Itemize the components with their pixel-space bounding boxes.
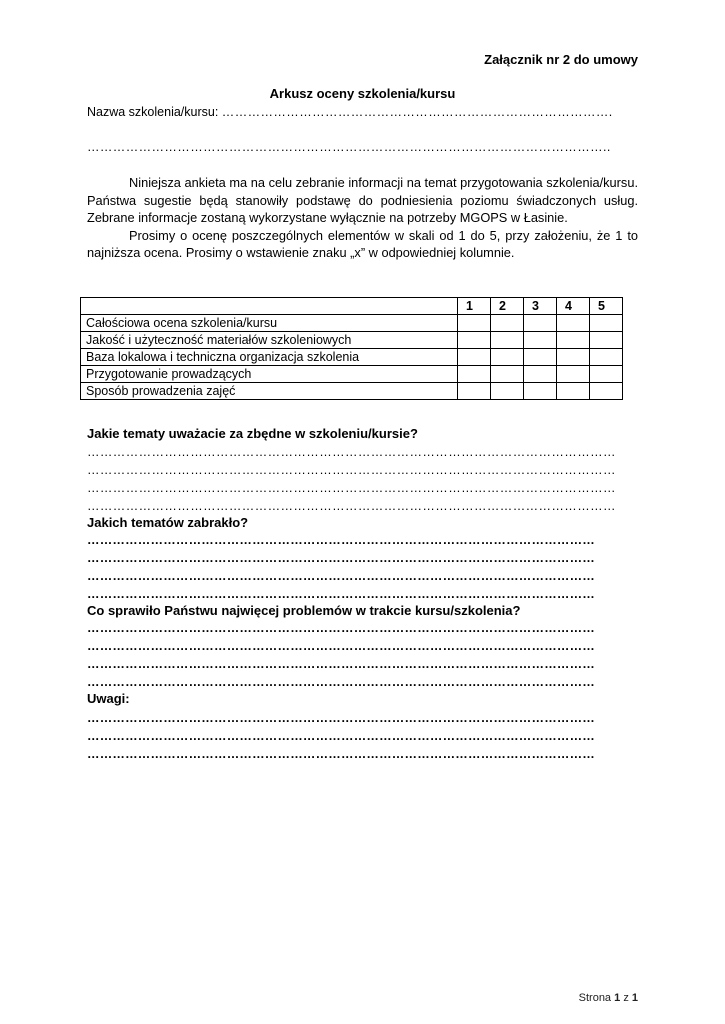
page-label: Strona — [578, 992, 612, 1004]
annex-label: Załącznik nr 2 do umowy — [484, 52, 638, 67]
rating-cell[interactable] — [590, 349, 623, 366]
rating-cell[interactable] — [524, 332, 557, 349]
page-title: Arkusz oceny szkolenia/kursu — [269, 86, 456, 101]
answer-line[interactable]: ………………………………………………………………………………………………………… — [87, 551, 595, 565]
answer-line[interactable]: …………………………………………………………………………………………………………… — [87, 463, 616, 477]
rating-cell[interactable] — [590, 366, 623, 383]
rating-cell[interactable] — [557, 383, 590, 400]
scale-header-2: 2 — [491, 298, 524, 315]
page-of: z — [623, 992, 629, 1004]
criterion-label: Baza lokalowa i techniczna organizacja szkolenia — [81, 349, 458, 366]
rating-cell[interactable] — [491, 349, 524, 366]
rating-cell[interactable] — [524, 349, 557, 366]
answer-line[interactable]: …………………………………………………………………………………………………………… — [87, 481, 616, 495]
rating-cell[interactable] — [524, 315, 557, 332]
answer-line[interactable]: ………………………………………………………………………………………………………… — [87, 587, 595, 601]
answer-line[interactable]: ………………………………………………………………………………………………………… — [87, 711, 595, 725]
scale-header-3: 3 — [524, 298, 557, 315]
question-missing-topics: Jakich tematów zabrakło? — [87, 515, 249, 530]
page-total: 1 — [631, 992, 638, 1004]
page-current: 1 — [614, 992, 621, 1004]
intro-paragraph-2: Prosimy o ocenę poszczególnych elementów w skali od 1 do 5, przy założeniu, że 1 to najniższa ocena. Prosimy o wstawienie znaku „x” w odpowiedniej kolumnie. — [87, 227, 638, 261]
intro-text — [87, 174, 638, 262]
rating-cell[interactable] — [458, 315, 491, 332]
rating-table — [80, 297, 623, 400]
criteria-header-cell — [81, 298, 458, 315]
question-remarks: Uwagi: — [87, 691, 130, 706]
rating-cell[interactable] — [491, 366, 524, 383]
answer-line[interactable]: …………………………………………………………………………………………………………… — [87, 499, 616, 513]
rating-cell[interactable] — [458, 332, 491, 349]
rating-cell[interactable] — [491, 383, 524, 400]
rating-cell[interactable] — [590, 315, 623, 332]
answer-line[interactable]: ………………………………………………………………………………………………………… — [87, 729, 595, 743]
criterion-label: Sposób prowadzenia zajęć — [81, 383, 458, 400]
answer-line[interactable]: ………………………………………………………………………………………………………… — [87, 657, 595, 671]
rating-cell[interactable] — [491, 332, 524, 349]
rating-cell[interactable] — [557, 332, 590, 349]
criterion-label: Całościowa ocena szkolenia/kursu — [81, 315, 458, 332]
table-row — [81, 332, 623, 349]
answer-line[interactable]: ………………………………………………………………………………………………………… — [87, 621, 595, 635]
answer-line[interactable]: ………………………………………………………………………………………………………… — [87, 675, 595, 689]
table-row — [81, 349, 623, 366]
rating-cell[interactable] — [524, 383, 557, 400]
rating-cell[interactable] — [557, 349, 590, 366]
table-row — [81, 366, 623, 383]
rating-cell[interactable] — [557, 366, 590, 383]
answer-line[interactable]: …………………………………………………………………………………………………………… — [87, 445, 616, 459]
table-row — [81, 315, 623, 332]
rating-cell[interactable] — [557, 315, 590, 332]
criterion-label: Przygotowanie prowadzących — [81, 366, 458, 383]
rating-cell[interactable] — [458, 383, 491, 400]
table-row — [81, 383, 623, 400]
rating-cell[interactable] — [590, 332, 623, 349]
course-name-label: Nazwa szkolenia/kursu: — [87, 105, 219, 119]
rating-cell[interactable] — [524, 366, 557, 383]
page-footer — [579, 992, 638, 1004]
question-problems: Co sprawiło Państwu najwięcej problemów w trakcie kursu/szkolenia? — [87, 603, 521, 618]
scale-header-5: 5 — [590, 298, 623, 315]
rating-header-row — [81, 298, 623, 315]
answer-line[interactable]: ………………………………………………………………………………………………………… — [87, 569, 595, 583]
intro-paragraph-1: Niniejsza ankieta ma na celu zebranie informacji na temat przygotowania szkolenia/kursu. Państwa sugestie będą stanowiły podstawę do podniesienia poziomu świadczonych usług. Zebrane informacje zostaną wykorzystane wyłącznie na potrzeby MGOPS w Łasinie. — [87, 175, 638, 226]
course-name-line — [87, 104, 636, 121]
answer-line[interactable]: ………………………………………………………………………………………………………… — [87, 639, 595, 653]
rating-cell[interactable] — [590, 383, 623, 400]
rating-cell[interactable] — [458, 366, 491, 383]
scale-header-4: 4 — [557, 298, 590, 315]
course-name-dots: ………………………………………………………………………………. — [221, 105, 613, 119]
scale-header-1: 1 — [458, 298, 491, 315]
answer-line[interactable]: ………………………………………………………………………………………………………… — [87, 533, 595, 547]
question-unneeded-topics: Jakie tematy uważacie za zbędne w szkoleniu/kursie? — [87, 426, 418, 441]
criterion-label: Jakość i użyteczność materiałów szkoleniowych — [81, 332, 458, 349]
rating-cell[interactable] — [491, 315, 524, 332]
rating-cell[interactable] — [458, 349, 491, 366]
course-name-dots-line-2: ………………………………………………………………………………………………………….. — [87, 140, 611, 154]
answer-line[interactable]: ………………………………………………………………………………………………………… — [87, 747, 595, 761]
